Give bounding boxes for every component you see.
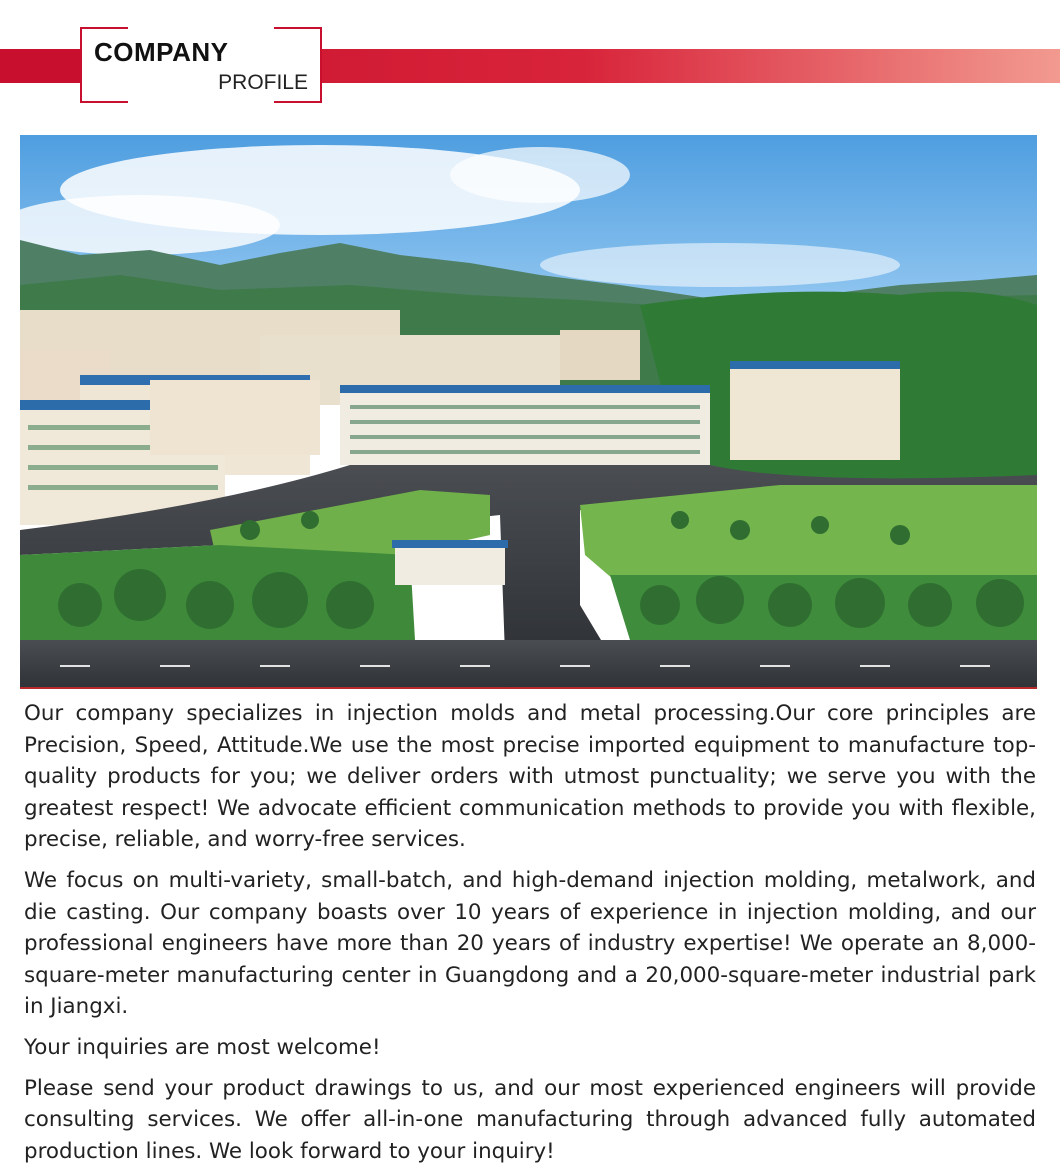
title-frame	[80, 27, 322, 103]
paragraph-welcome: Your inquiries are most welcome!	[24, 1034, 381, 1060]
paragraph-intro: Our company specializes in injection molds and metal processing.Our core principles are Precision, Speed, Attitude.We use the most precise imported equipment to manufacture top-quality products for you; we deliver orders with utmost punctuality; we serve you with the greatest respect! We advocate efficient communication methods to provide you with flexible, precise, reliable, and worry-free services.	[24, 701, 1036, 853]
paragraph-focus: We focus on multi-variety, small-batch, and high-demand injection molding, metalwork, and die casting. Our company boasts over 10 years of experience in injection molding, and our professional engineers have more than 20 years of industry expertise! We operate an 8,000-square-meter manufacturing center in Guangdong and a 20,000-square-meter industrial park in Jiangxi.	[24, 867, 1036, 1020]
page-title: COMPANY	[94, 37, 229, 67]
page-subtitle: PROFILE	[218, 71, 308, 94]
photo-underline	[20, 687, 1037, 689]
red-band-left	[0, 49, 82, 83]
company-description	[24, 698, 1036, 1176]
factory-aerial-photo	[20, 135, 1037, 688]
paragraph-contact: Please send your product drawings to us, and our most experienced engineers will provide consulting services. We offer all-in-one manufacturing through advanced fully automated production lines. We look forward to your inquiry!	[24, 1075, 1036, 1164]
header-banner	[0, 0, 1060, 110]
